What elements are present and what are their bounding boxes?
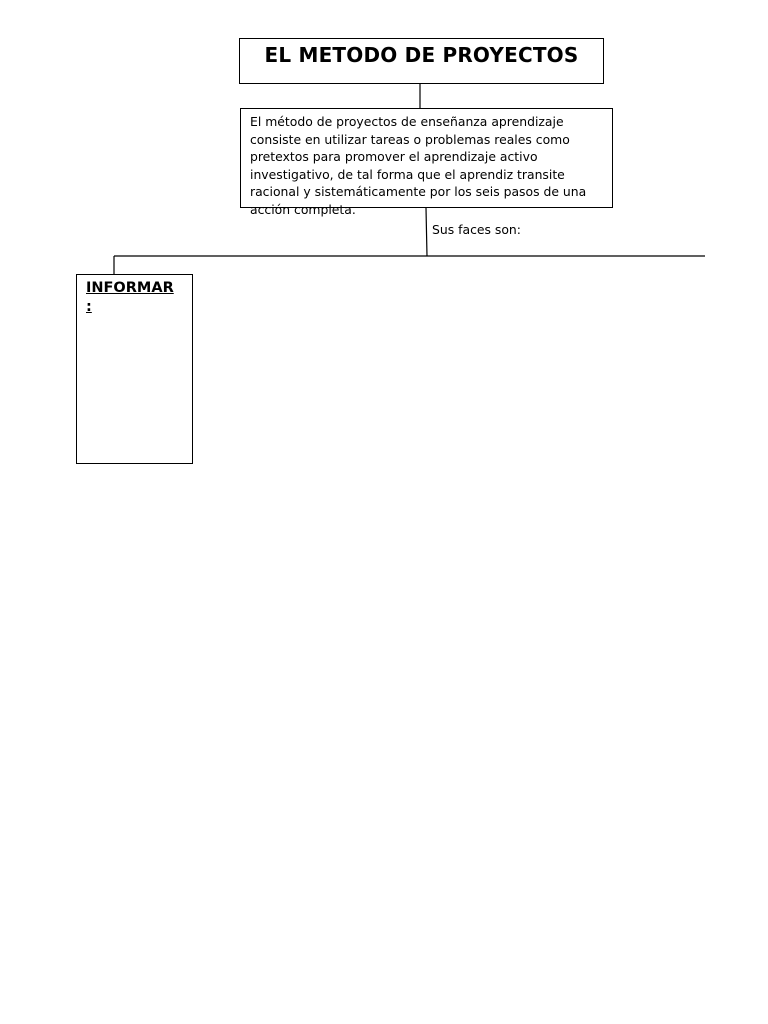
phases-label: Sus faces son: — [432, 222, 521, 237]
title-box — [239, 38, 604, 84]
phase-title-informar: INFORMAR : — [86, 280, 174, 315]
description-box — [240, 108, 613, 217]
phase-box-informar — [76, 274, 193, 464]
diagram-title: EL METODO DE PROYECTOS — [264, 43, 579, 67]
description-text: El método de proyectos de enseñanza aprendizaje consiste en utilizar tareas o problemas reales como pretextos para promover el aprendizaje activo investigativo, de tal forma que el aprendiz transite racional y sistemáticamente por los seis pasos de una acción completa. — [250, 114, 587, 217]
